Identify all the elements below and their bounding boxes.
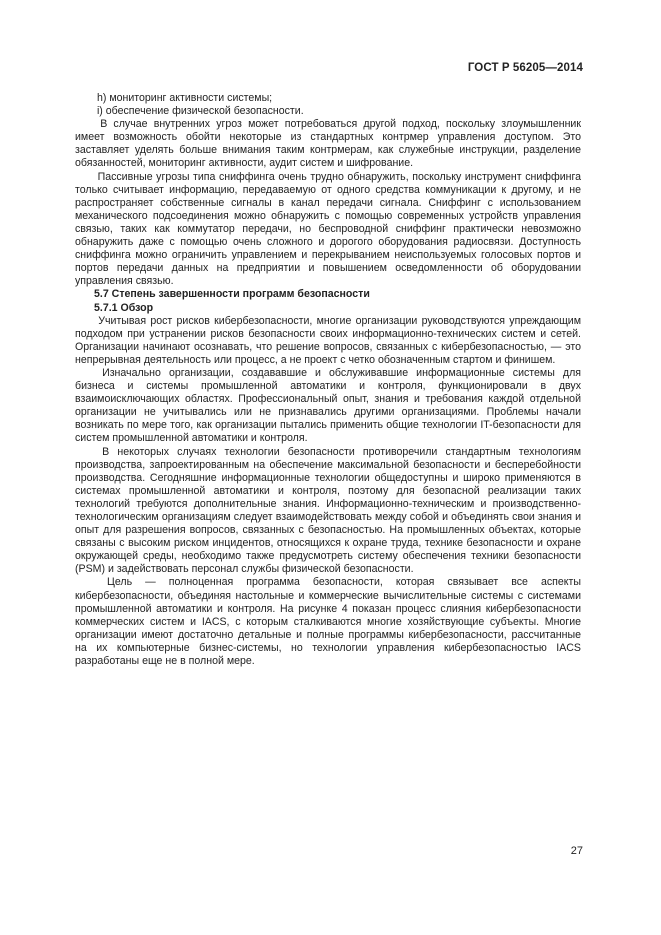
- paragraph-insider-threats-text: В случае внутренних угроз может потребоваться другой подход, поскольку злоумышленник имеет возможность обойти некоторые из стандартных контрмер управления доступом. Это заставляет уделять больше внимания таким контрмерам, как служебные инструкции, разделение обязанностей, мониторинг активности, аудит систем и шифрование.: [75, 118, 581, 170]
- list-item-h-text: h) мониторинг активности системы;: [96, 92, 273, 104]
- list-item-i-text: i) обеспечение физической безопасности.: [96, 105, 304, 118]
- document-standard-code: ГОСТ Р 56205—2014: [467, 62, 583, 74]
- paragraph-initial-organizations-text: Изначально организации, создававшие и обслуживавшие информационные системы для бизнеса и системы промышленной автоматики и контроля, функционировали в двух взаимоисключающих областях. Профессиональный опыт, знания и требования каждой отдельной организации не учитывались или не признавались другими организациями. Проблемы начали возникать по мере того, как организации пытались применить общие технологии IT-безопасности для систем промышленной автоматики и контроля.: [75, 366, 581, 445]
- paragraph-goal: [75, 576, 581, 668]
- paragraph-security-technologies-text: В некоторых случаях технологии безопасности противоречили стандартным технологиям производства, запроектированным на обеспечение максимальной безопасности и бесперебойности производства. Сегодняшние информационные технологии общедоступны и широко применяются в системах промышленной автоматики и контроля, поэтому для безопасной реализации таких технологий требуются дополнительные знания. Информационно-техническим и производственно-технологическим организациям следует взаимодействовать между собой и объединять свои знания и опыт для разрешения вопросов, связанных с безопасностью. На промышленных объектах, которые связаны с высоким риском инцидентов, относящихся к охране труда, технике безопасности и охране окружающей среды, необходимо также предусмотреть систему обеспечения техники безопасности (PSM) и задействовать персонал службы физической безопасности.: [75, 445, 581, 576]
- paragraph-security-technologies: [75, 446, 581, 577]
- paragraph-overview-text: Учитывая рост рисков кибербезопасности, многие организации руководствуются упреждающим подходом при устранении рисков безопасности своих информационно-технических систем и сетей. Организации начинают осознавать, что решение вопросов, связанных с кибербезопасностью, — это непрерывная деятельность или процесс, а не проект с четко обозначенным стартом и финишем.: [75, 314, 581, 366]
- paragraph-passive-threats: [75, 171, 581, 289]
- paragraph-insider-threats: [75, 118, 581, 170]
- paragraph-initial-organizations: [75, 367, 581, 446]
- paragraph-overview: [75, 315, 581, 367]
- list-item-h: [75, 92, 581, 105]
- list-item-i: [75, 105, 581, 118]
- subsection-title-5-7-1: 5.7.1 Обзор: [94, 301, 154, 314]
- page-number: 27: [570, 845, 583, 857]
- document-body: [75, 92, 581, 668]
- paragraph-passive-threats-text: Пассивные угрозы типа сниффинга очень трудно обнаружить, поскольку инструмент сниффинга только считывает информацию, передаваемую от одного средства коммуникации к другому, и не распространяет собственные сигналы в канал передачи сигнала. Сниффинг с использованием механического подсоединения можно обнаружить с помощью современных устройств управления связью, таких как коммутатор передачи, но беспроводной сниффинг практически невозможно обнаружить даже с помощью очень сложного и дорогого оборудования радиосвязи. Доступность сниффинга можно ограничить управлением и перекрыванием неиспользуемых голосовых портов и портов передачи данных на предприятии и повышением осведомленности об оборудовании управления связью.: [75, 170, 581, 288]
- section-title-5-7: 5.7 Степень завершенности программ безопасности: [94, 288, 370, 301]
- paragraph-goal-text: Цель — полноценная программа безопасности, которая связывает все аспекты кибербезопасности, объединяя настольные и коммерческие вычислительные системы с системами промышленной автоматики и контроля. На рисунке 4 показан процесс слияния кибербезопасности коммерческих систем и IACS, с которым сталкиваются многие хозяйствующие субъекты. Многие организации имеют достаточно детальные и полные программы кибербезопасности, рассчитанные на их компьютерные бизнес-системы, но технологии управления кибербезопасностью IACS разработаны еще не в полной мере.: [75, 576, 581, 668]
